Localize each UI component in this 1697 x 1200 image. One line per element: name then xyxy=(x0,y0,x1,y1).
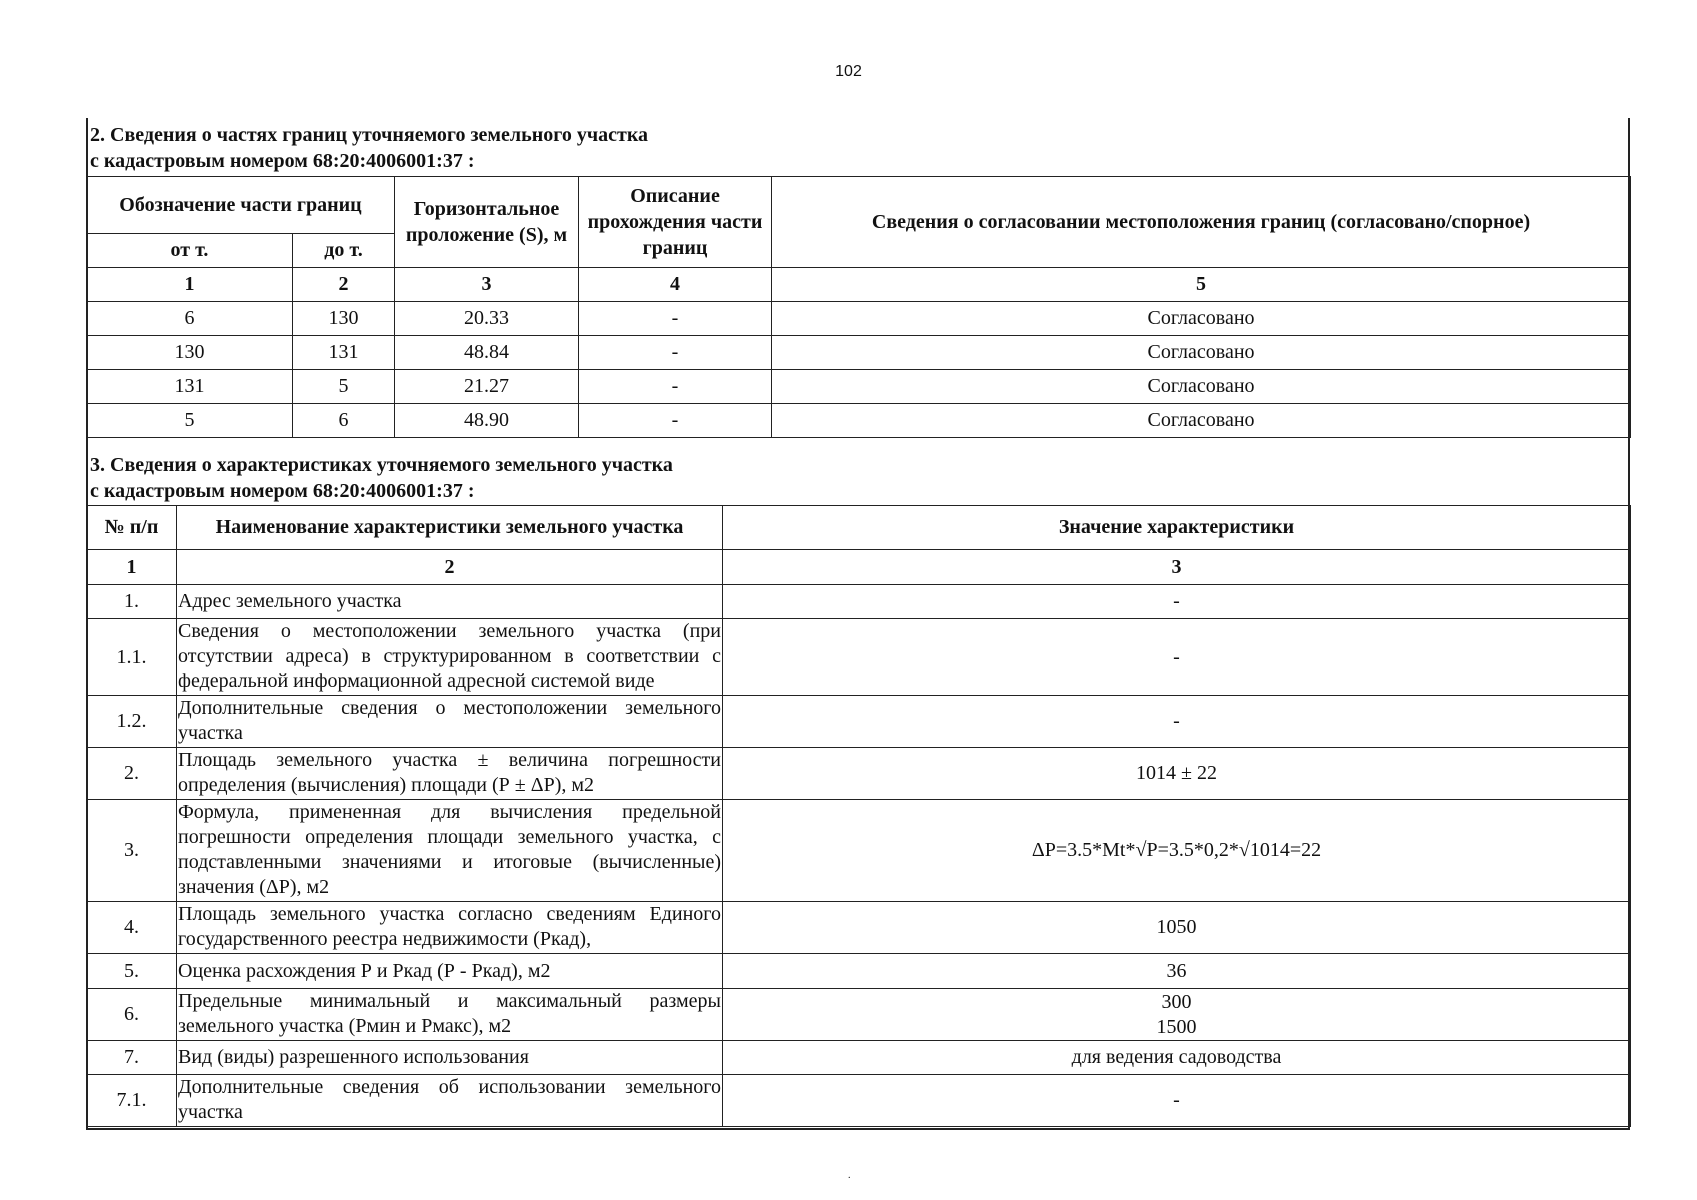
row-name: Дополнительные сведения о местоположении земельного участка xyxy=(177,696,723,748)
characteristics-table xyxy=(86,505,1631,1127)
cell-from: 5 xyxy=(87,404,293,438)
header-part-group: Обозначение части границ xyxy=(87,177,395,234)
min-area-value: 300 xyxy=(1161,990,1192,1013)
header-agreement: Сведения о согласовании местоположения границ (согласовано/спорное) xyxy=(772,177,1631,268)
cell-from: 130 xyxy=(87,336,293,370)
row-name: Дополнительные сведения об использовании земельного участка xyxy=(177,1075,723,1127)
section2-title-line2: с кадастровым номером 68:20:4006001:37 : xyxy=(90,150,475,172)
row-name: Сведения о местоположении земельного участка (при отсутствии адреса) в структурированном в соответствии с федеральной информационной адресной системой виде xyxy=(177,619,723,696)
row-value: ΔP=3.5*Mt*√P=3.5*0,2*√1014=22 xyxy=(723,800,1631,902)
row-name: Формула, примененная для вычисления предельной погрешности определения площади земельного участка, с подставленными значениями и итоговые (вычисленные) значения (ΔР), м2 xyxy=(177,800,723,902)
cell-horizontal: 48.90 xyxy=(395,404,579,438)
table-row xyxy=(87,954,1631,989)
table-row xyxy=(87,800,1631,902)
table-row xyxy=(87,748,1631,800)
cell-to: 130 xyxy=(293,302,395,336)
row-num: 7.1. xyxy=(87,1075,177,1127)
section3-title-line2: с кадастровым номером 68:20:4006001:37 : xyxy=(90,480,475,502)
section2-title-line1: 2. Сведения о частях границ уточняемого земельного участка xyxy=(90,124,649,146)
row-name: Оценка расхождения Р и Ркад (Р - Ркад), м2 xyxy=(177,954,723,989)
section3-title-line1: 3. Сведения о характеристиках уточняемого земельного участка xyxy=(90,454,673,476)
header-description: Описание прохождения части границ xyxy=(579,177,772,268)
colnum: 5 xyxy=(772,268,1631,302)
table-row xyxy=(87,336,1631,370)
table-row xyxy=(87,989,1631,1041)
colnum: 3 xyxy=(395,268,579,302)
row-name: Предельные минимальный и максимальный размеры земельного участка (Рмин и Рмакс), м2 xyxy=(177,989,723,1041)
cell-to: 6 xyxy=(293,404,395,438)
row-num: 4. xyxy=(87,902,177,954)
cell-horizontal: 21.27 xyxy=(395,370,579,404)
bottom-mark: . xyxy=(848,1170,851,1181)
row-name: Адрес земельного участка xyxy=(177,585,723,619)
row-num: 6. xyxy=(87,989,177,1041)
colnum: 2 xyxy=(293,268,395,302)
table-row xyxy=(87,1041,1631,1075)
cell-agreement: Согласовано xyxy=(772,404,1631,438)
table-row xyxy=(87,696,1631,748)
page-number: 102 xyxy=(835,63,862,80)
table-row xyxy=(87,902,1631,954)
cell-from: 6 xyxy=(87,302,293,336)
row-value-pair xyxy=(723,989,1631,1041)
table-row xyxy=(87,404,1631,438)
row-value: - xyxy=(723,696,1631,748)
row-num: 2. xyxy=(87,748,177,800)
colnum: 3 xyxy=(723,550,1631,585)
row-value: 1050 xyxy=(723,902,1631,954)
header-to: до т. xyxy=(293,234,395,268)
cell-description: - xyxy=(579,404,772,438)
row-value: 36 xyxy=(723,954,1631,989)
cell-agreement: Согласовано xyxy=(772,370,1631,404)
row-num: 5. xyxy=(87,954,177,989)
table-row xyxy=(87,1075,1631,1127)
header-horizontal: Горизонтальное проложение (S), м xyxy=(395,177,579,268)
boundary-parts-table xyxy=(86,176,1631,438)
header-num: № п/п xyxy=(87,506,177,550)
row-num: 7. xyxy=(87,1041,177,1075)
row-num: 1. xyxy=(87,585,177,619)
cell-agreement: Согласовано xyxy=(772,336,1631,370)
row-value: - xyxy=(723,619,1631,696)
cell-agreement: Согласовано xyxy=(772,302,1631,336)
row-value: для ведения садоводства xyxy=(723,1041,1631,1075)
row-num: 1.2. xyxy=(87,696,177,748)
table-row xyxy=(87,302,1631,336)
cell-description: - xyxy=(579,336,772,370)
header-name: Наименование характеристики земельного участка xyxy=(177,506,723,550)
max-area-value: 1500 xyxy=(1156,1015,1197,1038)
table-row xyxy=(87,585,1631,619)
cell-horizontal: 20.33 xyxy=(395,302,579,336)
cell-description: - xyxy=(579,302,772,336)
cell-to: 131 xyxy=(293,336,395,370)
header-value: Значение характеристики xyxy=(723,506,1631,550)
row-name: Площадь земельного участка ± величина погрешности определения (вычисления) площади (Р ± ΔР), м2 xyxy=(177,748,723,800)
row-value: 1014 ± 22 xyxy=(723,748,1631,800)
row-num: 1.1. xyxy=(87,619,177,696)
header-from: от т. xyxy=(87,234,293,268)
cell-to: 5 xyxy=(293,370,395,404)
row-name: Вид (виды) разрешенного использования xyxy=(177,1041,723,1075)
colnum: 2 xyxy=(177,550,723,585)
row-value: - xyxy=(723,1075,1631,1127)
cell-horizontal: 48.84 xyxy=(395,336,579,370)
colnum: 1 xyxy=(87,268,293,302)
table-row xyxy=(87,619,1631,696)
colnum: 4 xyxy=(579,268,772,302)
colnum: 1 xyxy=(87,550,177,585)
cell-description: - xyxy=(579,370,772,404)
cell-from: 131 xyxy=(87,370,293,404)
row-name: Площадь земельного участка согласно сведениям Единого государственного реестра недвижимости (Ркад), xyxy=(177,902,723,954)
row-num: 3. xyxy=(87,800,177,902)
table-row xyxy=(87,370,1631,404)
row-value: - xyxy=(723,585,1631,619)
